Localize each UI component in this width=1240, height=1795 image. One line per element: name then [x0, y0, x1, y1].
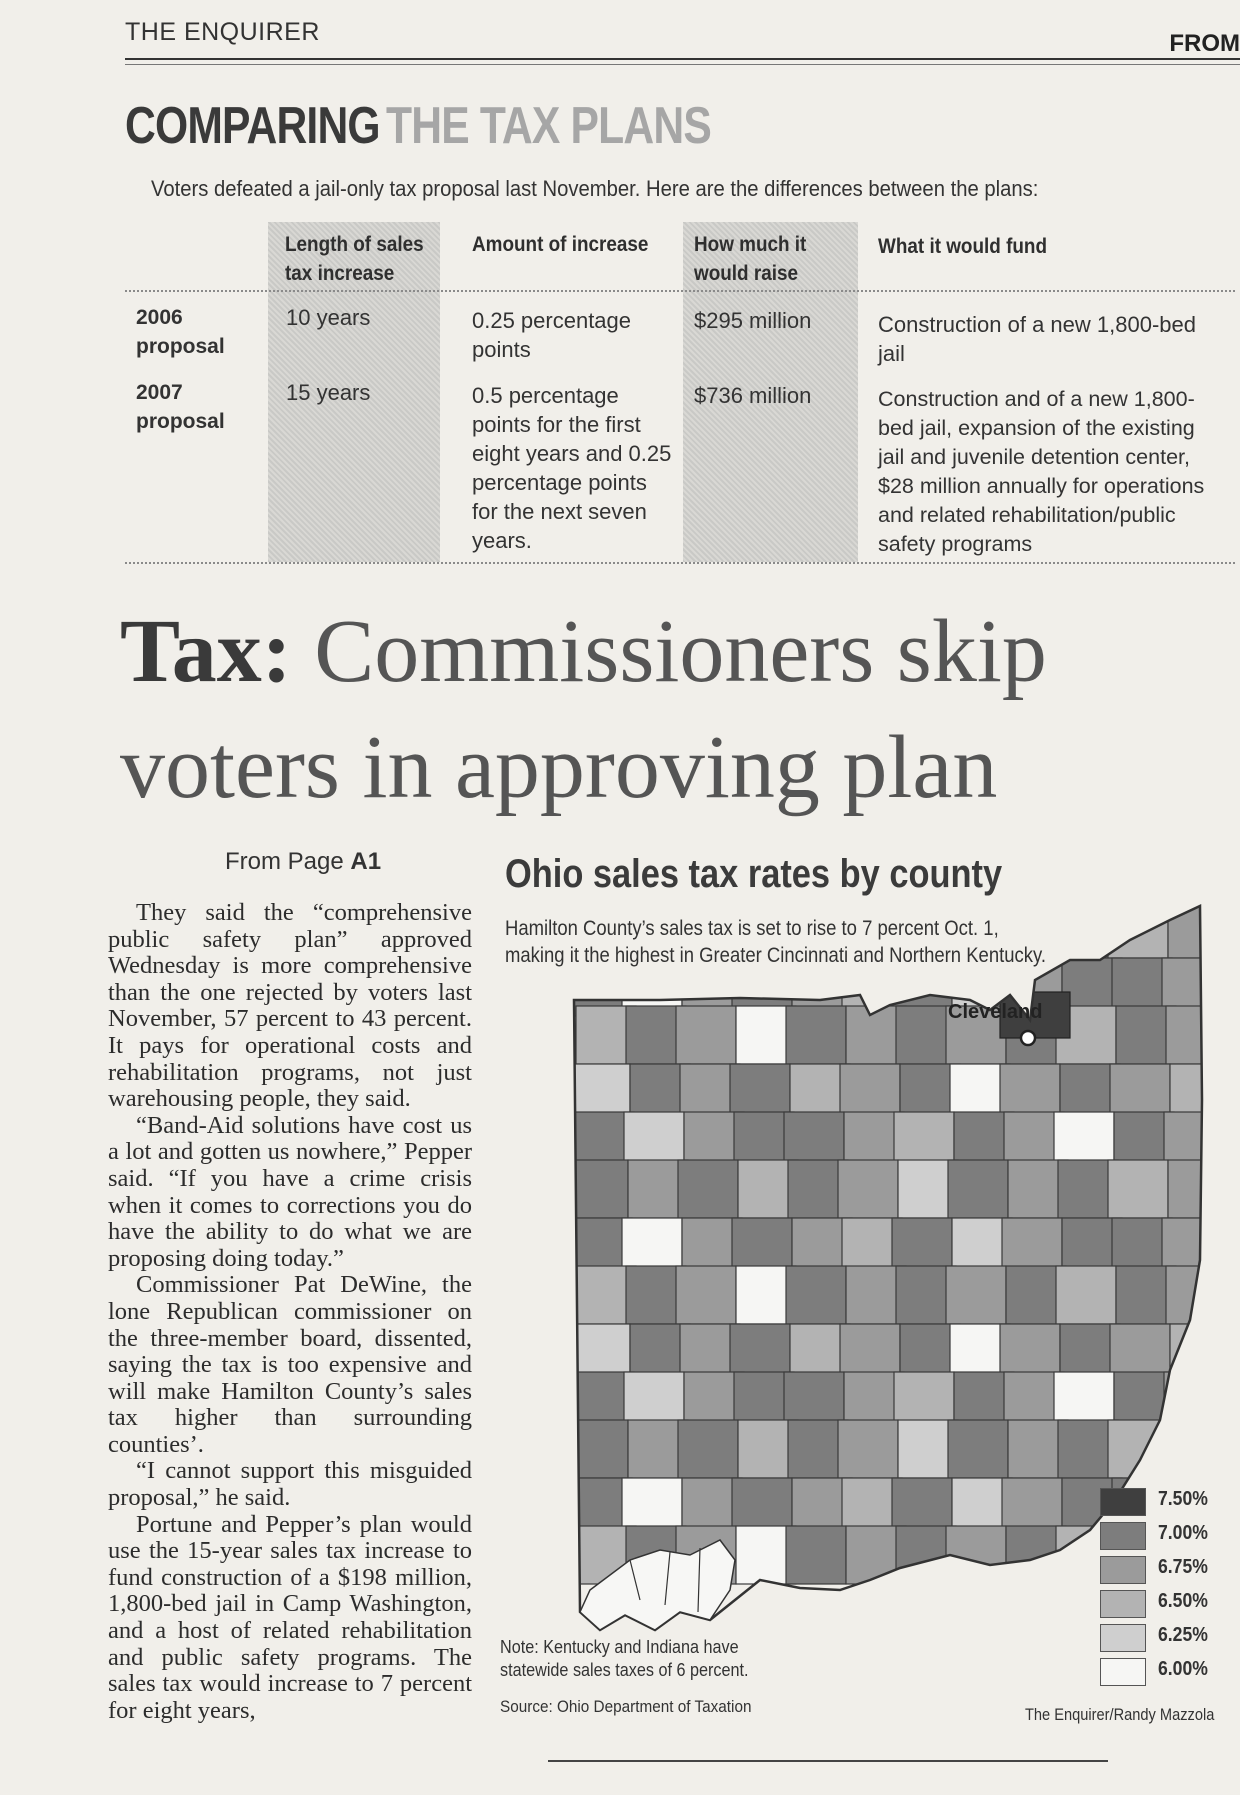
- column-header-fund: What it would fund: [878, 235, 1048, 258]
- row-2006-amount: 0.25 percentage points: [472, 308, 632, 362]
- cleveland-label: Cleveland: [948, 1001, 1043, 1023]
- column-header-raise: How much it would raise: [694, 233, 807, 285]
- county-cell: [786, 1006, 846, 1064]
- county-cell: [1168, 900, 1210, 958]
- column-header-length: Length of sales tax increase: [285, 233, 424, 285]
- map-note-line1: Note: Kentucky and Indiana have: [500, 1637, 739, 1657]
- header-rule: [125, 58, 1240, 60]
- county-cell: [1168, 1160, 1210, 1218]
- jump-line-page: A1: [350, 848, 382, 875]
- jump-line: [225, 848, 381, 876]
- legend-swatch-700: [1100, 1522, 1146, 1550]
- county-cell: [948, 900, 1008, 958]
- legend-swatch-675: [1100, 1556, 1146, 1584]
- headline-line1: [120, 602, 1047, 702]
- county-cell: [788, 900, 848, 958]
- county-cell: [838, 1420, 898, 1478]
- legend-label-675: 6.75%: [1158, 1556, 1208, 1578]
- table-header-divider: [125, 290, 1235, 292]
- row-label-2006: 2006 proposal: [136, 306, 225, 358]
- header-rule-thin: [125, 64, 1240, 65]
- legend-label-650: 6.50%: [1158, 1590, 1208, 1612]
- county-cell: [570, 900, 628, 958]
- continued-from-tag: FROM: [1169, 30, 1240, 57]
- headline-kicker: Tax:: [120, 602, 292, 701]
- county-cell: [676, 1006, 736, 1064]
- article-paragraph: “I cannot support this misguided proposal,” he said.: [108, 1457, 472, 1512]
- county-cell: [738, 900, 798, 958]
- county-cell: [1058, 900, 1118, 958]
- map-credit: The Enquirer/Randy Mazzola: [1025, 1705, 1215, 1724]
- article-paragraph: They said the “comprehensive public safety plan” approved Wednesday is more comprehensive than the one rejected by voters last November, 57 percent to 43 percent. It pays for operational costs and rehabilitation programs, not just warehousing people, they said.: [108, 899, 472, 1113]
- county-cell: [676, 1266, 736, 1324]
- map-note-line2: statewide sales taxes of 6 percent.: [500, 1660, 749, 1680]
- county-cell: [1108, 1160, 1168, 1218]
- headline-line2: voters in approving plan: [120, 718, 998, 817]
- article-paragraph: Commissioner Pat DeWine, the lone Republican commissioner on the three-member board, dissented, saying the tax is too expensive and will make Hamilton County’s sales tax higher than surrounding counties’.: [108, 1271, 472, 1458]
- county-cell: [948, 1420, 1008, 1478]
- graphic-intro: Voters defeated a jail-only tax proposal last November. Here are the differences between the plans:: [151, 176, 1039, 201]
- county-cell: [1108, 1420, 1168, 1478]
- county-cell: [786, 1526, 846, 1584]
- county-cell: [570, 1160, 628, 1218]
- county-cell: [838, 900, 898, 958]
- county-cell: [1056, 1266, 1116, 1324]
- article-paragraph: “Band-Aid solutions have cost us a lot and gotten us nowhere,” Pepper said. “If you have a crime crisis when it comes to corrections you do have the ability to do what we are proposing doing today.”: [108, 1111, 472, 1272]
- graphic-title-part1: COMPARING: [125, 97, 380, 155]
- county-cell: [786, 1266, 846, 1324]
- column-header-amount: Amount of increase: [472, 233, 649, 256]
- county-cell: [1166, 1266, 1210, 1324]
- county-cell: [1166, 1006, 1210, 1064]
- map-subtitle-line1: Hamilton County’s sales tax is set to rise to 7 percent Oct. 1,: [505, 917, 999, 940]
- legend-label-600: 6.00%: [1158, 1658, 1208, 1680]
- legend-swatch-650: [1100, 1590, 1146, 1618]
- county-cell: [946, 1266, 1006, 1324]
- row-2006-fund: Construction of a new 1,800-bed jail: [878, 312, 1196, 366]
- county-grid: [570, 900, 1210, 1584]
- legend-label-750: 7.50%: [1158, 1488, 1208, 1510]
- county-cell: [838, 1160, 898, 1218]
- legend-label-700: 7.00%: [1158, 1522, 1208, 1544]
- masthead: THE ENQUIRER: [125, 18, 320, 46]
- row-2007-amount: 0.5 percentage points for the first eight years and 0.25 percentage points for the next seven years.: [472, 383, 672, 553]
- county-cell: [1164, 1372, 1210, 1430]
- county-cell: [678, 1160, 738, 1218]
- jump-line-prefix: From Page: [225, 848, 344, 875]
- county-cell: [678, 1420, 738, 1478]
- row-2007-raise: $736 million: [694, 383, 812, 408]
- legend-swatch-600: [1100, 1658, 1146, 1686]
- table-bottom-divider: [125, 562, 1235, 564]
- map-title: Ohio sales tax rates by county: [505, 852, 1003, 896]
- county-cell: [948, 1160, 1008, 1218]
- county-cell: [1008, 900, 1068, 958]
- article-body: [108, 900, 472, 1724]
- row-2006-raise: $295 million: [694, 308, 812, 333]
- row-label-2007: 2007 proposal: [136, 381, 225, 433]
- headline-text-1: Commissioners skip: [314, 602, 1047, 701]
- legend-swatch-625: [1100, 1624, 1146, 1652]
- county-cell: [678, 900, 738, 958]
- row-2006-length: 10 years: [286, 305, 371, 330]
- bottom-rule: [548, 1760, 1108, 1762]
- map-subtitle-line2: making it the highest in Greater Cincinnati and Northern Kentucky.: [505, 944, 1046, 967]
- cleveland-marker: [1021, 1031, 1035, 1045]
- article-paragraph: Portune and Pepper’s plan would use the 15-year sales tax increase to fund construction of a $198 million, 1,800-bed jail in Camp Washington, and a host of related rehabilitation and public safety programs. The sales tax would increase to 7 percent for eight years,: [108, 1510, 472, 1724]
- county-cell: [898, 900, 958, 958]
- map-source: Source: Ohio Department of Taxation: [500, 1697, 752, 1716]
- legend-label-625: 6.25%: [1158, 1624, 1208, 1646]
- county-cell: [1168, 1420, 1210, 1478]
- row-2007-fund: Construction and of a new 1,800-bed jail, expansion of the existing jail and juvenile detention center, $28 million annually for operations and related rehabilitation/public safety programs: [878, 387, 1205, 556]
- legend-swatch-750: [1100, 1488, 1146, 1516]
- graphic-title-part2: THE TAX PLANS: [386, 97, 711, 155]
- row-2007-length: 15 years: [286, 380, 371, 405]
- county-cell: [628, 900, 688, 958]
